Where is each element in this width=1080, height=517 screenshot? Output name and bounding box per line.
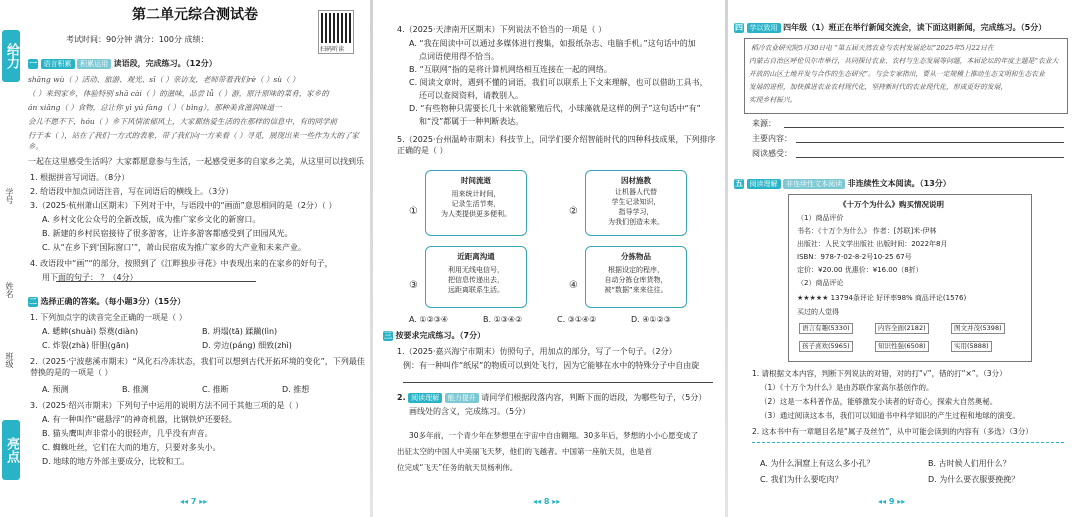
example-sentence: 例：有一种叫作“纸尿”的物质可以到处飞行，因为它能够在水中的特殊分子中自由旋 — [403, 361, 700, 370]
tech-card — [585, 170, 687, 236]
card-body: 根据设定的程序， 自动分拣仓库货物， 被“数据”来来往往。 — [604, 266, 668, 294]
page-7 — [22, 0, 370, 517]
book-info-box — [788, 194, 1032, 362]
section-1-heading — [28, 58, 217, 69]
book-line: （2）商品评论 — [797, 279, 844, 287]
dashed-divider — [752, 442, 1064, 443]
pinyin-row: 会儿不愿不下，hóu（ ）乡下风情浓郁风土，大家都热爱生活的在那样的信息中，有的同学前 — [28, 117, 338, 126]
option[interactable]: A. 乡村文化公众号的全新改版，成为推广家乡文化的新窗口。 — [42, 215, 261, 224]
question: 5.（2025·台州温岭市期末）科技节上，同学们要介绍智能时代的四种科技成果，下列排序正确的是（ ） — [397, 135, 716, 155]
pinyin-row: 行于本（ ），站在了我们一方式的表象，带了我们向一方来看（ ）寻觅，展现出来一些作为大的了家乡。 — [28, 131, 360, 151]
page-8 — [373, 0, 725, 517]
pinyin-row: án xiǎng（ ）食物，总让你 yì yú fàng（ ）（ bìng），那种美食滋润味道一 — [28, 103, 282, 112]
question: 3.（2025·杭州萧山区期末）下列对于中，与语段中的“画面”意思相同的是（2分）（ ） — [30, 201, 337, 210]
option[interactable]: A. 蟋蟀(shuài) 祭奠(diàn) — [42, 327, 139, 336]
option-cont: 和“没”都属于一种判断表达。 — [419, 117, 524, 126]
news-line: 实现乡村振兴。 — [749, 96, 797, 104]
page-9 — [728, 0, 1080, 517]
judge-item[interactable]: （1）《十万个为什么》是由苏联作家高尔基创作的。 — [760, 383, 934, 392]
option[interactable]: A. ①②③④ — [409, 315, 449, 324]
review-tag[interactable]: 语言有趣(5330) — [799, 323, 853, 334]
page-number: ◂◂ 7 ▸▸ — [180, 497, 208, 506]
answer-underline[interactable] — [403, 382, 713, 383]
tech-card — [425, 246, 527, 308]
question-text-cont: 画线处的含义，完成练习。（5分） — [409, 407, 531, 416]
option[interactable]: C. 推断 — [202, 385, 229, 394]
question: 1. 根据拼音写词语。（8分） — [30, 173, 130, 182]
card-number: ③ — [409, 280, 418, 291]
section-5-heading — [734, 178, 951, 189]
pinyin-row: shāng wù（ ）活动、旅游、观光、sī（ ）亲访友，老师带着我们rè（ ）sù（ ） — [28, 75, 300, 84]
option[interactable]: A. 预测 — [42, 385, 69, 394]
review-tag[interactable]: 孩子喜欢(5965) — [799, 341, 853, 352]
question: 2.（2025·宁波慈溪市期末）“风化石冷冻状态，我们可以想到古代开拓环境的变化”，下列最佳替换的是的一项是（ ） — [30, 357, 365, 377]
source-line[interactable] — [784, 127, 1064, 128]
option[interactable]: C. 阅读文章时，遇到不懂的词语，我们可以联系上下文来理解，也可以借助工具书， — [409, 78, 708, 87]
review-tag[interactable]: 知识性强(6508) — [875, 341, 929, 352]
section-5-number: 五 — [735, 179, 743, 188]
option[interactable]: A. “我在阅读中可以通过多媒体进行搜集，如报纸杂志、电脑手机。”这句话中的加 — [409, 39, 696, 48]
news-line: 内蒙古自治区呼伦贝尔市举行，共同探讨农业、农村与生态发展等问题，本届论坛的年度主题是“农业大 — [749, 57, 1059, 65]
option[interactable]: B. ①③④② — [483, 315, 523, 324]
review-tag[interactable]: 实用(5888) — [951, 341, 992, 352]
field-label: 阅读感受： — [752, 149, 792, 158]
section-2-text: 选择正确的答案。（每小题3分）（15分） — [40, 297, 186, 306]
judge-item[interactable]: （2）这是一本科普作品，能够激发小读者的好奇心，探索大自然奥秘。 — [760, 397, 998, 406]
option[interactable]: D. ④①②③ — [631, 315, 671, 324]
passage-line: 位完成“飞天”任务的航天员杨利伟。 — [397, 463, 518, 472]
card-body: 利用无线电信号， 把信息传递出去， 远距离联系生活。 — [448, 266, 504, 294]
side-label-number: 学号 — [5, 188, 14, 204]
question-text: 请同学们根据段落内容，判断下面的语段，为哪些句子，（5分） — [481, 393, 707, 402]
book-line: 书名：《十万个为什么》 作者：[苏联]米·伊林 — [797, 227, 937, 235]
card-title: 因材施教 — [621, 176, 651, 185]
section-3-number: 三 — [384, 331, 392, 340]
buyers-label: 买过的人觉得 — [797, 308, 839, 316]
option[interactable]: D. “有些物种只需要长几十米就能繁殖后代，小球藻就是这样的例子”这句话中“有” — [409, 104, 701, 113]
option[interactable]: B. 推测 — [122, 385, 149, 394]
tech-card — [585, 246, 687, 308]
tech-card — [425, 170, 527, 236]
passage-line: 30多年前，一个青少年在梦想里在宇宙中自由翱翔。30多年后，梦想的小小心愿变成了 — [409, 431, 699, 440]
question: 2. 给语段中加点词语注音，写在词语后的横线上。（3分） — [30, 187, 234, 196]
section-1-tag: 积累运用 — [77, 59, 111, 69]
side-tab-top: 给力 — [2, 30, 20, 82]
card-title: 分拣物品 — [621, 252, 651, 261]
passage-line: 出征太空的中国人中美丽飞天梦，他们的飞越者。中国第一座航天员，也是首 — [397, 447, 652, 456]
question-2-heading: 2. 阅读理解 能力提升 请同学们根据段落内容，判断下面的语段，为哪些句子，（5分） — [397, 393, 707, 402]
question: 4. 改语段中“画”“的部分，按照到了《江畔独步寻花》中表现出来的在家乡的好句子， — [30, 259, 333, 268]
section-5-label: 阅读理解 — [747, 179, 781, 189]
option[interactable]: C. 从“在乡下到‘国际窗口’”，萧山民宿成为推广家乡的大产业和未来产业。 — [42, 243, 307, 252]
option[interactable]: B. 坍塌(tā) 蹂躏(lìn) — [202, 327, 278, 336]
book-line: 出版社：人民文学出版社 出版时间：2022年8月 — [797, 240, 948, 248]
book-line: （1）商品评价 — [797, 214, 844, 222]
option[interactable]: C. ③①④② — [557, 315, 597, 324]
answer-underline — [56, 281, 256, 282]
field-label: 来源： — [752, 119, 776, 128]
option[interactable]: D. 地球的地方外部主要成分，比较和工。 — [42, 457, 190, 466]
option[interactable]: B. 新建的乡村民宿接待了很多游客，让许多游客都感受到了田园风光。 — [42, 229, 293, 238]
qr-caption: 扫码听读 — [320, 46, 345, 53]
section-3-heading — [383, 330, 485, 341]
option-cont: 还可以查阅资料，请教别人。 — [419, 91, 523, 100]
book-info-title: 《十万个为什么》购买情况说明 — [839, 200, 944, 209]
question: 1. 下列加点字的读音完全正确的一项是（ ） — [30, 313, 187, 322]
option[interactable]: D. 推想 — [282, 385, 310, 394]
option[interactable]: D. 为什么要衣服要挽挽？ — [928, 475, 1020, 484]
pinyin-row: （ ）来到家乡，体验特别 shā cài（ ）的滋味，品尝 lǚ（ ）游，原汁原味的菜肴，家乡的 — [28, 89, 329, 98]
qr-pattern-icon — [321, 13, 351, 43]
book-line: ISBN：978-7-02-8-2号10-25 67号 — [797, 253, 912, 261]
star-rating-icon: ★★★★★ — [797, 294, 829, 302]
side-label-class: 班级 — [5, 352, 14, 368]
side-label-name: 姓名 — [5, 282, 14, 298]
section-2-number: 二 — [29, 297, 37, 306]
news-line: 发展的进程，加快推进农业农村现代化，坚持新时代的农业现代化，形成更好的发展， — [749, 83, 1008, 91]
section-5-tag: 非连续性文本阅读 — [783, 179, 845, 189]
section-2-heading — [28, 296, 185, 307]
exam-meta: 考试时间：90分钟 满分：100分 成绩： — [66, 35, 209, 44]
rating-row — [797, 293, 966, 304]
reading-tag: 能力提升 — [445, 393, 479, 403]
card-body: 用来统计时间， 记录生活节奏， 为人类提供更多便利。 — [441, 190, 511, 218]
section-1-label: 语言积累 — [41, 59, 75, 69]
field-label: 主要内容： — [752, 134, 792, 143]
option[interactable]: C. 我们为什么要吃肉？ — [760, 475, 843, 484]
feeling-line[interactable] — [796, 157, 1064, 158]
card-number: ① — [409, 206, 418, 217]
question: 1.（2025·嘉兴海宁市期末）仿照句子，用加点的部分，写了一个句子。（2分） — [397, 347, 677, 356]
card-title: 时间流逝 — [461, 176, 491, 185]
question: 2. 这本书中有一章题目名是“属子及丝竹”，从中可能会读到的内容有（多选）（3分） — [752, 427, 1033, 436]
rating-text: 13794条评论 好评率98% 商品评论(1576) — [830, 294, 967, 302]
card-body: 让机器人代替 学生记录知识， 指导学习， 为我们创造未来。 — [608, 188, 664, 226]
section-4-text: 四年级（1）班正在举行新闻交流会，读下面这则新闻，完成练习。（5分） — [783, 23, 1047, 32]
review-tag[interactable]: 图文并茂(5398) — [951, 323, 1005, 334]
news-line: 稻冷农业研究院5月30日电 “第五届天然农业与农村发展论坛”2025年5月22日在 — [751, 44, 994, 52]
option[interactable]: C. 蜘蛛吐丝，它们在大而的地方，只要对多头小。 — [42, 443, 221, 452]
page-number: ◂◂ 9 ▸▸ — [878, 497, 906, 506]
card-number: ④ — [569, 280, 578, 291]
option[interactable]: A. 有一种叫作“磁悬浮”的神奇机器，比钢铁炉还要轻。 — [42, 415, 237, 424]
review-tag[interactable]: 内容全面(2182) — [875, 323, 929, 334]
side-tab-bottom: 亮点 — [2, 420, 20, 480]
judge-item[interactable]: （3）通过阅读这本书，我们可以知道书中科学知识的产生过程和地球的演变。 — [760, 411, 1020, 420]
card-title: 近距离沟通 — [457, 252, 495, 261]
option[interactable]: B. “互联网”指的是将计算机网络相互连接在一起的网络。 — [409, 65, 612, 74]
qr-code[interactable] — [318, 10, 354, 54]
section-4-heading — [734, 22, 1046, 33]
section-5-text: 非连续性文本阅读。（13分） — [847, 179, 951, 188]
section-1-number: 一 — [29, 59, 37, 68]
option-cont: 点词语使用得不恰当。 — [419, 52, 499, 61]
option[interactable]: B. 猫头鹰叫声非常小的很轻声，几乎没有声音。 — [42, 429, 213, 438]
answer-line[interactable]: 用下面的句子： ？（4分） — [42, 273, 138, 282]
option[interactable]: C. 炸裂(zhà) 肝胆(gān) — [42, 341, 129, 350]
binding-strip — [0, 0, 22, 517]
section-1-text: 读语段，完成练习。（12分） — [113, 59, 217, 68]
section-4-number: 四 — [735, 23, 743, 32]
option[interactable]: A. 为什么洞窟上有这么多小孔？ — [760, 459, 875, 468]
content-line[interactable] — [796, 142, 1064, 143]
section-3-text: 按要求完成练习。（7分） — [395, 331, 486, 340]
question: 1. 请根据文本内容，判断下列说法的对错，对的打“√”，错的打“×”。（3分） — [752, 369, 1007, 378]
reading-label: 阅读理解 — [408, 393, 442, 403]
page-number: ◂◂ 8 ▸▸ — [533, 497, 561, 506]
news-box — [744, 38, 1068, 114]
passage-intro: 一起在这里感受生活吗？大家都愿意参与生活，一起感受更多的自家乡之美，从这里可以找到乐 — [28, 157, 364, 166]
news-line: 开放的山区土地开发与合作的生态研究”。与会专家指出，要从一定规模上推动生态文明和生态农业 — [749, 70, 1045, 78]
option[interactable]: B. 古时候人们用什么？ — [928, 459, 1011, 468]
question: 4.（2025·天津南开区期末）下列说法不恰当的一项是（ ） — [397, 25, 607, 34]
book-line: 定价：¥20.00 优惠价：¥16.00（8折） — [797, 266, 923, 274]
card-number: ② — [569, 206, 578, 217]
section-4-tag: 学以致用 — [747, 23, 781, 33]
option[interactable]: D. 旁边(páng) 细致(zhì) — [202, 341, 292, 350]
question: 3.（2025·绍兴市期末）下列句子中运用的说明方法不同于其他三项的是（ ） — [30, 401, 304, 410]
page-title: 第二单元综合测试卷 — [132, 7, 258, 23]
